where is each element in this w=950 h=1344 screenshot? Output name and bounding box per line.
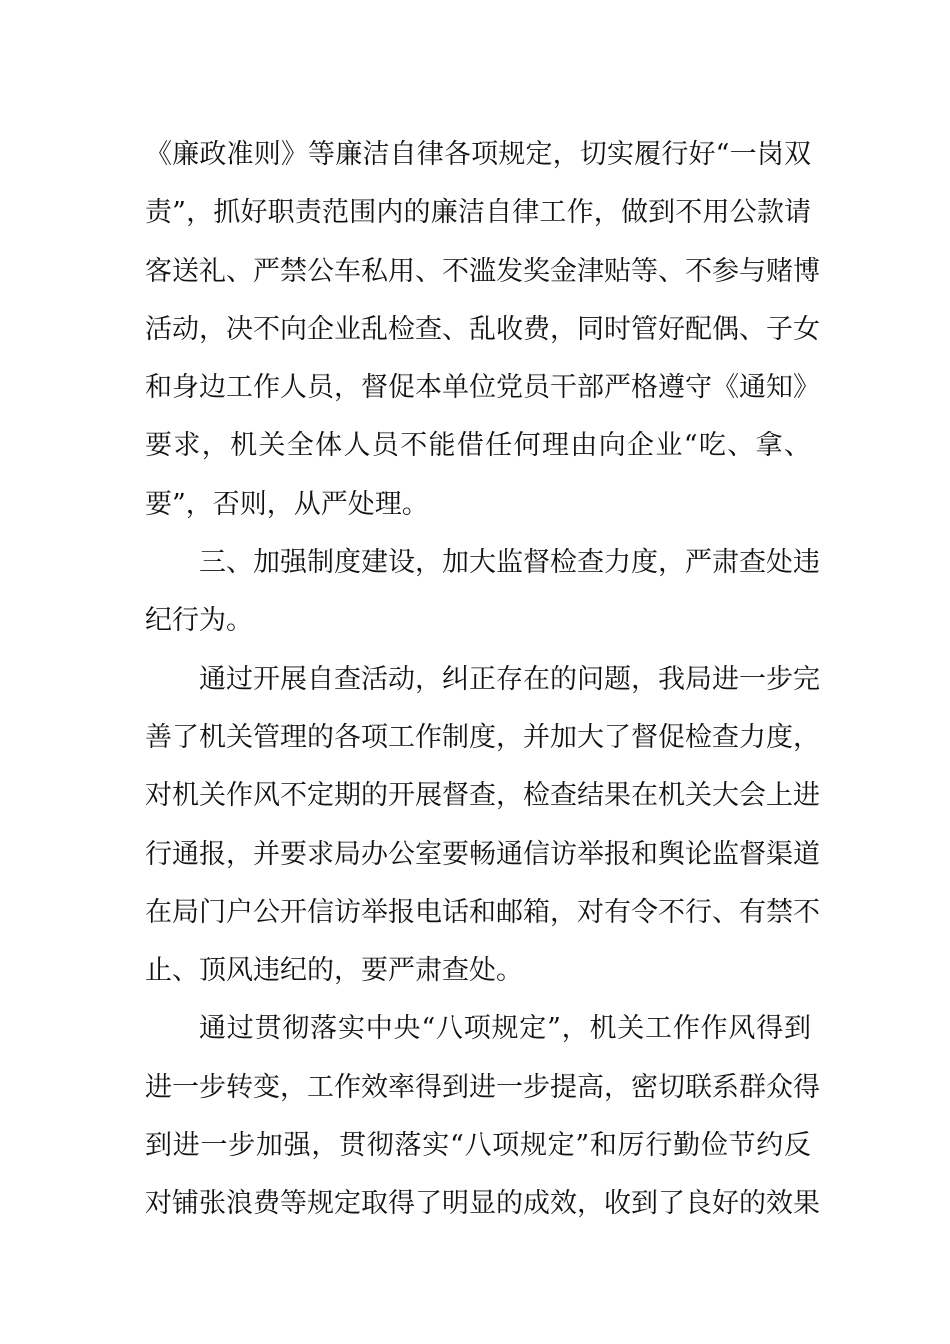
- document-body: [145, 126, 820, 1234]
- text-line: 和身边工作人员，督促本单位党员干部严格遵守《通知》: [145, 372, 820, 404]
- text-line: 客送礼、严禁公车私用、不滥发奖金津贴等、不参与赌博: [145, 255, 820, 287]
- text-line: 责”，抓好职责范围内的廉洁自律工作，做到不用公款请: [145, 197, 811, 229]
- text-line: 进一步转变，工作效率得到进一步提高，密切联系群众得: [145, 1071, 820, 1103]
- text-line: 对机关作风不定期的开展督查，检查结果在机关大会上进: [145, 780, 820, 812]
- text-line: 善了机关管理的各项工作制度，并加大了督促检查力度，: [145, 721, 820, 753]
- text-line: 通过贯彻落实中央“八项规定”，机关工作作风得到: [199, 1013, 811, 1045]
- text-line: 对铺张浪费等规定取得了明显的成效，收到了良好的效果: [145, 1188, 820, 1220]
- text-line: 在局门户公开信访举报电话和邮箱，对有令不行、有禁不: [145, 896, 820, 928]
- section-heading: 三、加强制度建设，加大监督检查力度，严肃查处违: [199, 547, 820, 579]
- text-line: 到进一步加强，贯彻落实“八项规定”和厉行勤俭节约反: [145, 1130, 811, 1162]
- section-heading: 纪行为。: [145, 605, 253, 637]
- text-line: 行通报，并要求局办公室要畅通信访举报和舆论监督渠道: [145, 838, 820, 870]
- text-line: 要”，否则，从严处理。: [145, 488, 429, 520]
- text-line: 《廉政准则》等廉洁自律各项规定，切实履行好“一岗双: [145, 139, 811, 170]
- text-line: 通过开展自查活动，纠正存在的问题，我局进一步完: [199, 663, 820, 695]
- text-line: 止、顶风违纪的，要严肃查处。: [145, 955, 523, 987]
- text-line: 活动，决不向企业乱检查、乱收费，同时管好配偶、子女: [145, 313, 820, 345]
- text-line: 要求，机关全体人员不能借任何理由向企业“吃、拿、: [145, 430, 811, 462]
